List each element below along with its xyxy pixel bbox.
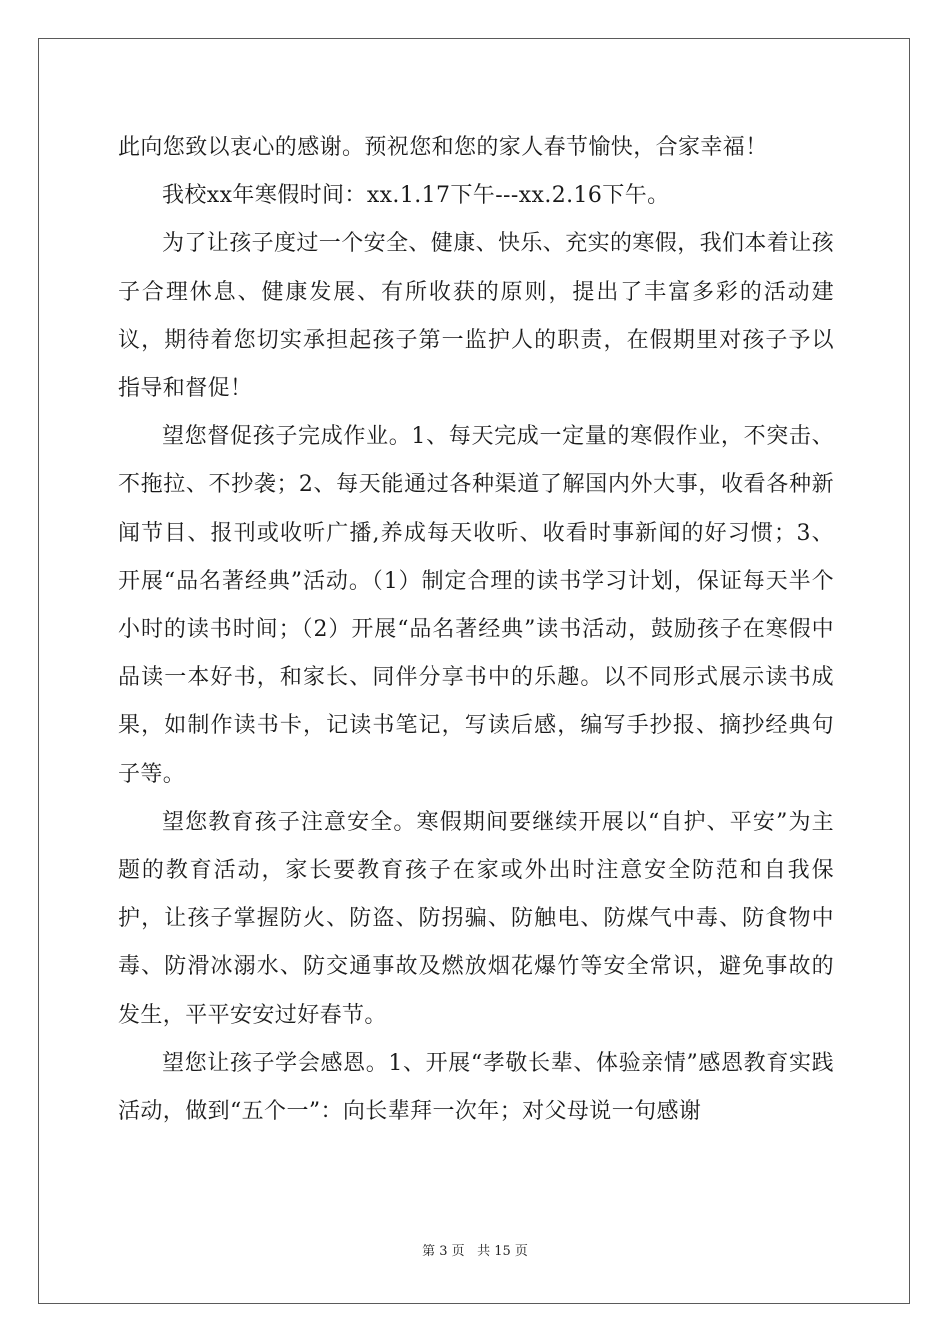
paragraph-safety: 望您教育孩子注意安全。寒假期间要继续开展以“自护、平安”为主题的教育活动，家长要教育孩子在家或外出时注意安全防范和自我保护，让孩子掌握防火、防盗、防拐骗、防触电、防煤气中毒、防食物中毒、防滑冰溺水、防交通事故及燃放烟花爆竹等安全常识，避免事故的发生，平平安安过好春节。 [118, 809, 834, 1028]
paragraph-vacation-dates: 我校xx年寒假时间：xx.1.17下午---xx.2.16下午。 [162, 183, 670, 209]
paragraph-gratitude: 望您让孩子学会感恩。1、开展“孝敬长辈、体验亲情”感恩教育实践活动，做到“五个一”：向长辈拜一次年；对父母说一句感谢 [118, 1050, 834, 1125]
paragraph-closing-thanks: 此向您致以衷心的感谢。预祝您和您的家人春节愉快，合家幸福！ [118, 135, 768, 160]
paragraph-homework: 望您督促孩子完成作业。1、每天完成一定量的寒假作业，不突击、不拖拉、不抄袭；2、每天能通过各种渠道了解国内外大事，收看各种新闻节目、报刊或收听广播,养成每天收听、收看时事新闻的好习惯；3、开展“品名著经典”活动。（1）制定合理的读书学习计划，保证每天半个小时的读书时间；（2）开展“品名著经典”读书活动，鼓励孩子在寒假中品读一本好书，和家长、同伴分享书中的乐趣。以不同形式展示读书成果，如制作读书卡，记读书笔记，写读后感，编写手抄报、摘抄经典句子等。 [118, 424, 834, 787]
document-body [118, 124, 834, 1136]
page-number: 第 3 页 [422, 1244, 465, 1259]
paragraph-intro: 为了让孩子度过一个安全、健康、快乐、充实的寒假，我们本着让孩子合理休息、健康发展、有所收获的原则，提出了丰富多彩的活动建议，期待着您切实承担起孩子第一监护人的职责，在假期里对孩子予以指导和督促！ [118, 231, 835, 402]
page-footer [0, 1240, 950, 1259]
page-total: 共 15 页 [477, 1244, 528, 1259]
